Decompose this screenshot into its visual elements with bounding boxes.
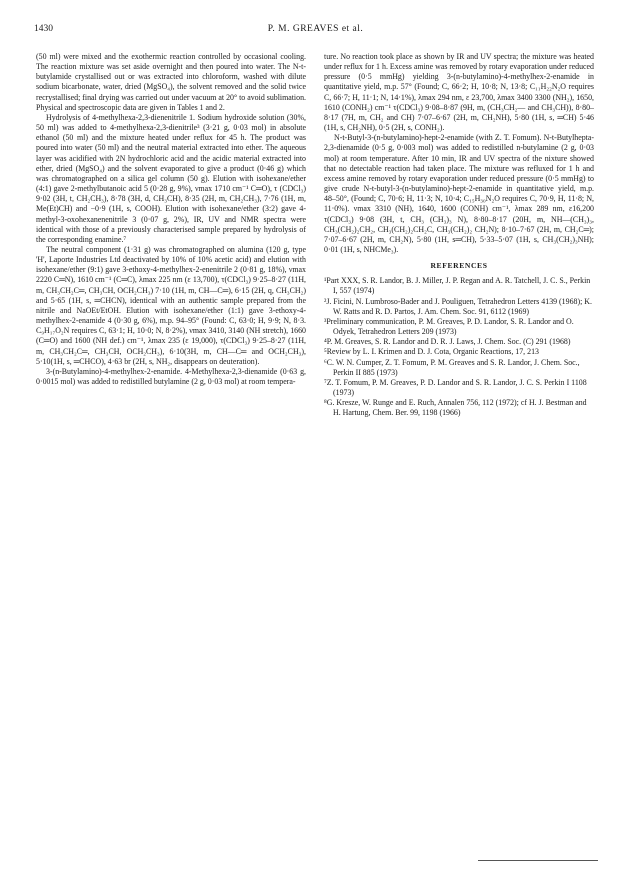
paragraph: ture. No reaction took place as shown by IR and UV spectra; the mixture was heated under reflux for 1 h. Excess amine was removed by rotary evaporation under reduced pressure (0·5 mmHg) yielding 3-(n-butylamino)-4-methylhex-2-enamide in quantitative yield, m.p. 57° (Found; C, 66·2; H, 10·8; N, 13·8; C₁₁H₂₂N₂O requires C, 66·7; H, 11·1; N, 14·1%), λmax 294 nm, ε 23,700, λmax 3400 3300 (NH₂), 1650, 1610 (CONH₂) cm⁻¹ τ(CDCl₃) 9·08–8·87 (9H, m, (CH₃CH₂— and CH₃CH)), 8·80–8·17 (7H, m, CH₂ and CH) 7·07–6·67 (2H, m, CH₂NH), 5·80 (1H, s, ═CH) 5·46 (1H, s, CH₂NH), 0·5 (2H, s, CONH₂). — [324, 52, 594, 133]
paragraph: (50 ml) were mixed and the exothermic reaction controlled by occasional cooling. The reaction mixture was set aside overnight and then poured into water. The N-t-butylamide crystallised out or was extracted into chloroform, washed with dilute sodium bicarbonate, water, dried (MgSO₄), the solvent removed and the solid twice recrystallised; final drying was carried out under vacuum at 20° to avoid sublimation. Physical and spectroscopic data are given in Tables 1 and 2. — [36, 52, 306, 112]
reference-item: ³Preliminary communication, P. M. Greaves, P. D. Landor, S. R. Landor and O. Odyek, Tetrahedron Letters 209 (1973) — [324, 316, 574, 337]
footer-rule — [478, 860, 598, 861]
paragraph: 3-(n-Butylamino)-4-methylhex-2-enamide. 4-Methylhexa-2,3-dienamide (0·63 g, 0·0015 mol) was added to redistilled butylamine (2 g, 0·03 mol) at room tempera- — [36, 366, 306, 386]
reference-item: ⁷Z. T. Fomum, P. M. Greaves, P. D. Landor and S. R. Landor, J. C. S. Perkin I 1108 (1973) — [324, 377, 587, 397]
reference-item: ⁸G. Kresze, W. Runge and E. Ruch, Annalen 756, 112 (1972); cf H. J. Bestman and H. Hartung, Chem. Ber. 99, 1198 (1966) — [324, 398, 587, 418]
reference-item: ⁴P. M. Greaves, S. R. Landor and D. R. J. Laws, J. Chem. Soc. (C) 291 (1968) — [324, 337, 571, 347]
paragraph: Hydrolysis of 4-methylhexa-2,3-dienenitrile 1. Sodium hydroxide solution (30%, 50 ml) was added to 4-methylhexa-2,3-dienitrile³ (3·21 g, 0·03 mol) in absolute ethanol (50 ml) and the mixture heated under reflux for 45 h. The product was poured into water (50 ml) and the neutral material extracted into ether. The aqueous layer was acidified with 2N hydrochloric acid and the acidic material extracted into ether, dried (MgSO₄) and the solvent evaporated to give a product (0·46 g) which was chromatographed on a silica gel column (50 g). Elution with isohexane/ether (4:1) gave 2-methylbutanoic acid 5 (0·28 g, 9%), νmax 1710 cm⁻¹ C═O), τ (CDCl₃) 9·02 (3H, t, CH₂CH₃), 8·78 (3H, d, CH₃CH), 8·35 (2H, m, CH₂CH₃), 7·76 (1H, m, Me(Et)CH) and −0·9 (1H, s, COOH). Elution with isohexane/ether (3:2) gave 4-methyl-3-oxohexanenenitrile 3 (0·07 g, 2%), IR, UV and NMR spectra were identical with those of a previously characterised sample prepared by hydrolysis of the corresponding enamine.⁷ — [36, 112, 306, 244]
page-number: 1430 — [34, 24, 53, 34]
left-column — [36, 52, 306, 387]
references-heading: REFERENCES — [430, 261, 488, 271]
page-header — [34, 24, 597, 38]
paragraph: The neutral component (1·31 g) was chromatographed on alumina (120 g, type 'H', Laporte Industries Ltd deactivated by 10% of 10% acetic acid) and elution with isohexane/ether (9:1) gave 3-ethoxy-4-methylhex-2-enenitrile 2 (0·81 g, 18%), νmax 2220 C═N), 1610 cm⁻¹ (C═C), λmax 225 nm (ε 13,700), τ(CDCl₃) 9·25–8·27 (11H, m, CH₃CH₂C═, CH₃CH, OCH₂CH₃) 7·10 (1H, m, CH—C═), 6·15 (2H, q, CH₃CH₂) and 5·65 (1H, s, ═CHCN), identical with an authentic sample prepared from the nitrile and NaOEt/EtOH. Elution with isohexane/ether (1:1) gave 3-ethoxy-4-methylhex-2-enamide 4 (0·30 g, 6%), m.p. 94–95° (Found: C, 63·0; H, 9·9; N, 8·3. C₉H₁₇O₂N requires C, 63·1; H, 10·0; N, 8·2%), νmax 3410, 3140 (NH stretch), 1660 (C═O) and 1600 (NH def.) cm⁻¹, λmax 235 (ε 19,000), τ(CDCl₃) 9·25–8·27 (11H, m, CH₃CH₂C═, CH₃CH, OCH₂CH₃), 6·10(3H, m, CH—C═ and OCH₂CH₃), 5·10(1H, s, ═CHCO), 4·63 br (2H, s, NH₂, disappears on deuteration). — [36, 244, 306, 366]
right-column — [324, 52, 594, 418]
reference-item: ¹Part XXX, S. R. Landor, B. J. Miller, J. P. Regan and A. R. Tatchell, J. C. S., Perkin I, 557 (1974) — [324, 276, 591, 296]
reference-item: ⁶C. W. N. Cumper, Z. T. Fomum, P. M. Greaves and S. R. Landor, J. Chem. Soc., Perkin II 885 (1973) — [324, 357, 580, 377]
running-title: P. M. GREAVES et al. — [267, 24, 364, 34]
reference-item: ⁵Review by L. I. Krimen and D. J. Cota, Organic Reactions, 17, 213 — [324, 347, 539, 357]
reference-item: ²J. Ficini, N. Lumbroso-Bader and J. Pouliguen, Tetrahedron Letters 4139 (1968); K. W. Ratts and R. D. Partos, J. Am. Chem. Soc. 91, 6112 (1969) — [324, 296, 592, 316]
paragraph: N-t-Butyl-3-(n-butylamino)-hept-2-enamide (with Z. T. Fomum). N-t-Butylhepta-2,3-dienamide (0·5 g, 0·003 mol) was added to redistilled n-butylamine (2 g, 0·03 mol) at room temperature. After 10 min, IR and UV spectra of the nixture showed that no detectable reaction had taken place. The mixture was refluxed for 1 h and excess amine removed by rotary evaporation under reduced pressure (0·5 mmHg) to give crude N-t-butyl-3-(n-butylamino)-hept-2-enamide in quantitative yield, m.p. 48–50°, (Found; C, 70·6; H, 11·3; N, 10·4; C₁₅H₃₀N₂O requires C, 70·9, H, 11·8; N, 11·0%). νmax 3310 (NH), 1640, 1600 (CONH) cm⁻¹, λmax 289 nm, ε16,200 τ(CDCl₃) 9·08 (3H, t, CH₃ (CH₃)₃ N), 8·80–8·17 (20H, m, NH—(CH₃)₃, CH₃(CH₂)₂CH₂, CH₃(CH₂)₂CH₂C, CH₃(CH₂)₂ CH₂N); 8·10–7·67 (2H, m, CH₂C═); 7·07–6·67 (2H, m, CH₂N), 5·80 (1H, s═CH), 5·33–5·07 (1H, s, CH₃(CH₂)₃NH); 0·01 (1H, s, NHCMe₃). — [324, 133, 594, 254]
